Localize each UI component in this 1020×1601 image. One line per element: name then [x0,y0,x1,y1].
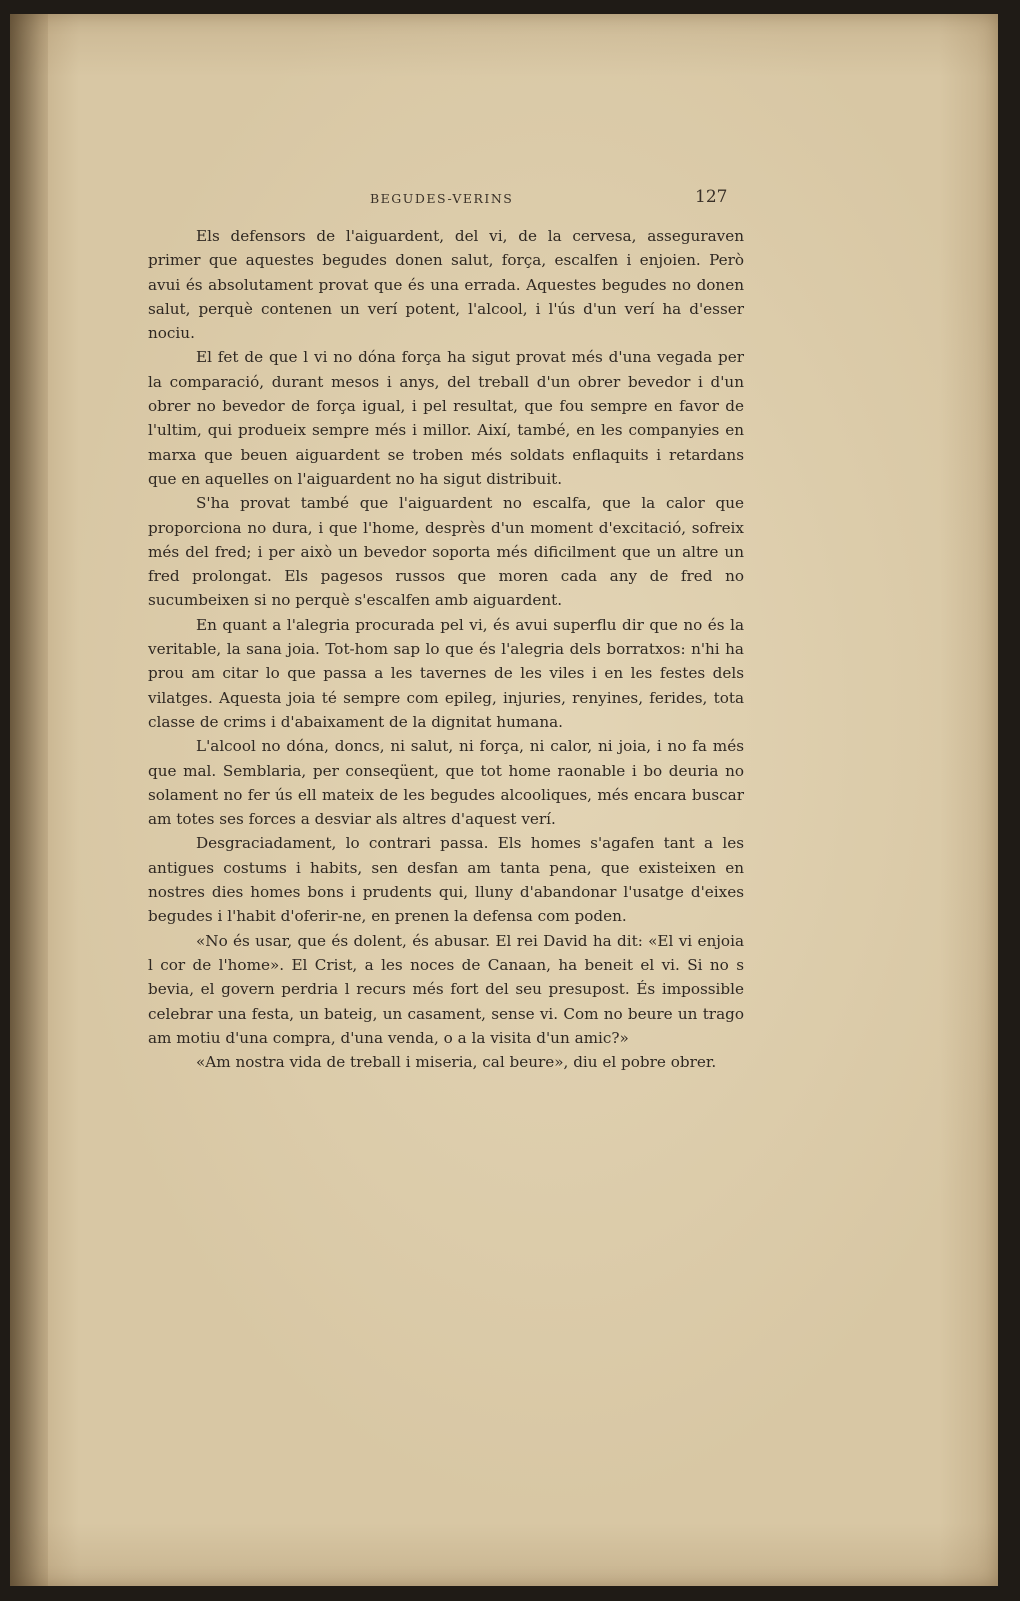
paragraph: En quant a l'alegria procurada pel vi, és avui superflu dir que no és la veritable, la sana joia. Tot-hom sap lo que és l'alegria dels borratxos: n'hi ha prou am citar lo que passa a les tavernes de les viles i en les festes dels vilatges. Aquesta joia té sempre com epileg, injuries, renyines, ferides, tota classe de crims i d'abaixament de la dignitat humana. [148,615,744,731]
running-head: BEGUDES-VERINS [370,191,514,206]
paragraph: «No és usar, que és dolent, és abusar. El rei David ha dit: «El vi enjoia l cor de l'home». El Crist, a les noces de Canaan, ha beneit el vi. Si no s bevia, el govern perdria l recurs més fort del seu presupost. És impossible celebrar una festa, un bateig, un casament, sense vi. Com no beure un trago am motiu d'una compra, d'una venda, o a la visita d'un amic?» [148,931,744,1047]
paragraph: El fet de que l vi no dóna força ha sigut provat més d'una vegada per la comparació, durant mesos i anys, del treball d'un obrer bevedor i d'un obrer no bevedor de força igual, i pel resultat, que fou sempre en favor de l'ultim, qui produeix sempre més i millor. Així, també, en les companyies en marxa que beuen aiguardent se troben més soldats enflaquits i retardans que en aquelles on l'aiguardent no ha sigut distribuit. [148,348,744,488]
paragraph: S'ha provat també que l'aiguardent no escalfa, que la calor que proporciona no dura, i que l'home, desprès d'un moment d'excitació, sofreix més del fred; i per això un bevedor soporta més dificilment que un altre un fred prolongat. Els pagesos russos que moren cada any de fred no sucumbeixen si no perquè s'escalfen amb aiguardent. [148,494,744,610]
paragraph: L'alcool no dóna, doncs, ni salut, ni força, ni calor, ni joia, i no fa més que mal. Semblaria, per conseqüent, que tot home raonable i bo deuria no solament no fer ús ell mateix de les begudes alcooliques, més encara buscar am totes ses forces a desviar als altres d'aquest verí. [148,737,744,829]
body-text [148,224,744,1074]
paragraph: «Am nostra vida de treball i miseria, cal beure», diu el pobre obrer. [196,1053,717,1072]
paragraph: Desgraciadament, lo contrari passa. Els homes s'agafen tant a les antigues costums i habits, sen desfan am tanta pena, que existeixen en nostres dies homes bons i prudents qui, lluny d'abandonar l'usatge d'eixes begudes i l'habit d'oferir-ne, en prenen la defensa com poden. [148,834,744,926]
book-page [10,14,998,1586]
page-number: 127 [695,187,728,207]
page-header [10,189,998,209]
page-gutter-shadow [10,14,48,1586]
paragraph: Els defensors de l'aiguardent, del vi, de la cervesa, asseguraven primer que aquestes begudes donen salut, força, escalfen i enjoien. Però avui és absolutament provat que és una errada. Aquestes begudes no donen salut, perquè contenen un verí potent, l'alcool, i l'ús d'un verí ha d'esser nociu. [148,227,744,343]
